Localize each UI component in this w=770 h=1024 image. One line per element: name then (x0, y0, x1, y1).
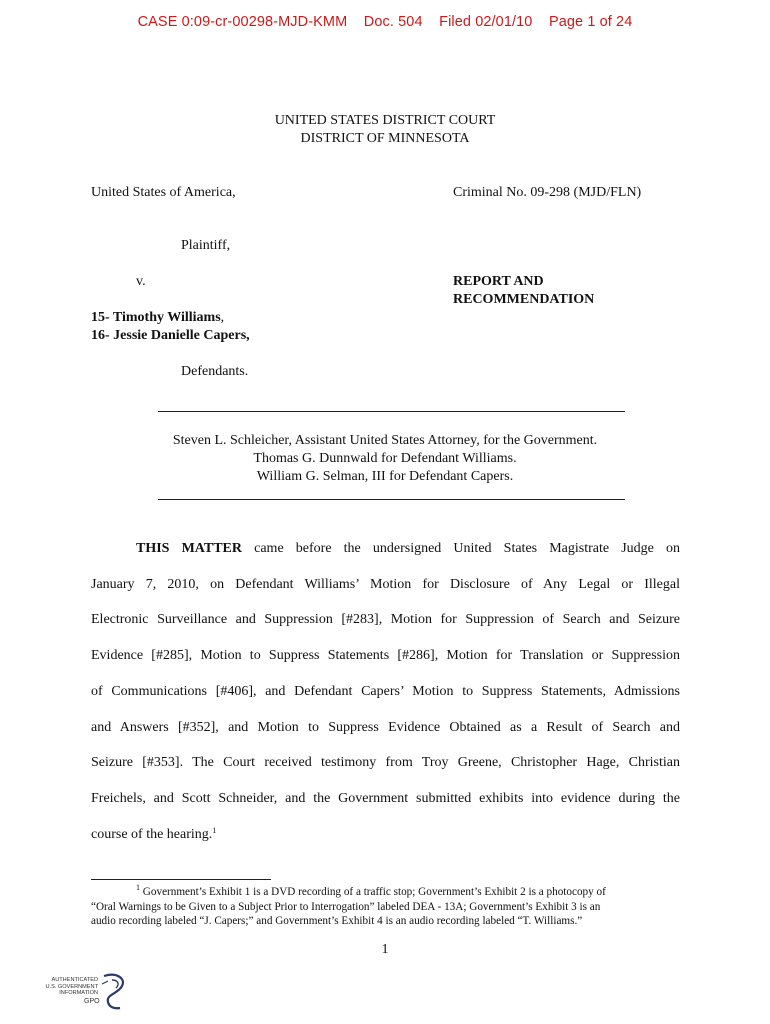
document-title (453, 273, 594, 309)
footnote-line-1-text: Government’s Exhibit 1 is a DVD recording of a traffic stop; Government’s Exhibit 2 is a photocopy of (140, 886, 606, 898)
footnote-line-1 (91, 885, 680, 900)
body-line-7: Seizure [#353]. The Court received testimony from Troy Greene, Christopher Hage, Christian (91, 755, 680, 771)
court-heading (0, 112, 770, 148)
body-line-9-text: course of the hearing. (91, 826, 213, 842)
counsel-williams: Thomas G. Dunnwald for Defendant Williams. (253, 451, 517, 466)
body-line-8: Freichels, and Scott Schneider, and the Government submitted exhibits into evidence during the (91, 790, 680, 806)
gpo-word: GPO (84, 998, 100, 1005)
case-header-stamp: CASE 0:09-cr-00298-MJD-KMM Doc. 504 Filed 02/01/10 Page 1 of 24 (137, 14, 633, 30)
body-line-3: Electronic Surveillance and Suppression [#283], Motion for Suppression of Search and Seizure (91, 612, 680, 628)
defendant-2: 16- Jessie Danielle Capers, (91, 328, 250, 343)
footnote (91, 885, 680, 929)
footnote-divider (91, 879, 271, 880)
footnote-line-2: “Oral Warnings to be Given to a Subject Prior to Interrogation” labeled DEA - 13A; Government’s Exhibit 3 is an (91, 900, 601, 913)
this-matter-lead: THIS MATTER (136, 541, 242, 556)
counsel-block (0, 432, 770, 486)
gpo-seal-text (42, 977, 98, 997)
footnote-reference[interactable]: 1 (212, 825, 217, 835)
divider-top (158, 411, 625, 412)
document-title-line2: RECOMMENDATION (453, 292, 595, 307)
counsel-capers: William G. Selman, III for Defendant Capers. (256, 469, 514, 484)
defendant-role: Defendants. (181, 364, 249, 379)
body-line-1-rest: came before the undersigned United States Magistrate Judge on (242, 541, 681, 556)
case-number: Criminal No. 09-298 (MJD/FLN) (453, 185, 642, 200)
divider-bottom (158, 499, 625, 500)
body-line-4: Evidence [#285], Motion to Suppress Statements [#286], Motion for Translation or Suppression (91, 648, 680, 664)
footnote-marker: 1 (136, 883, 140, 892)
plaintiff-role: Plaintiff, (181, 238, 231, 253)
counsel-government: Steven L. Schleicher, Assistant United States Attorney, for the Government. (172, 433, 598, 448)
body-paragraph (91, 531, 680, 852)
plaintiff-name: United States of America, (91, 185, 236, 200)
defendant-1-suffix: , (220, 310, 225, 325)
eagle-logo-icon (98, 972, 128, 1012)
body-line-1 (91, 531, 680, 567)
defendant-1-name: 15- Timothy Williams (91, 310, 221, 325)
body-line-5: of Communications [#406], and Defendant Capers’ Motion to Suppress Statements, Admissions (91, 683, 680, 699)
body-line-2: January 7, 2010, on Defendant Williams’ Motion for Disclosure of Any Legal or Illegal (91, 576, 680, 592)
court-district: DISTRICT OF MINNESOTA (300, 131, 470, 146)
body-line-6: and Answers [#352], and Motion to Suppress Evidence Obtained as a Result of Search and (91, 719, 680, 735)
gpo-authentication-seal (42, 972, 142, 1022)
gpo-seal-line-1: AUTHENTICATED (51, 977, 98, 983)
versus: v. (136, 274, 146, 289)
court-name: UNITED STATES DISTRICT COURT (274, 113, 496, 128)
gpo-seal-line-2: U.S. GOVERNMENT (45, 983, 98, 990)
defendants-list (91, 309, 250, 345)
page-number: 1 (381, 942, 389, 957)
gpo-seal-line-3: INFORMATION (59, 990, 98, 997)
document-title-line1: REPORT AND (453, 274, 544, 289)
body-line-9 (91, 817, 680, 853)
defendant-1 (91, 309, 250, 327)
footnote-line-3: audio recording labeled “J. Capers;” and Government’s Exhibit 4 is an audio recording labeled “T. Williams.” (91, 915, 583, 928)
